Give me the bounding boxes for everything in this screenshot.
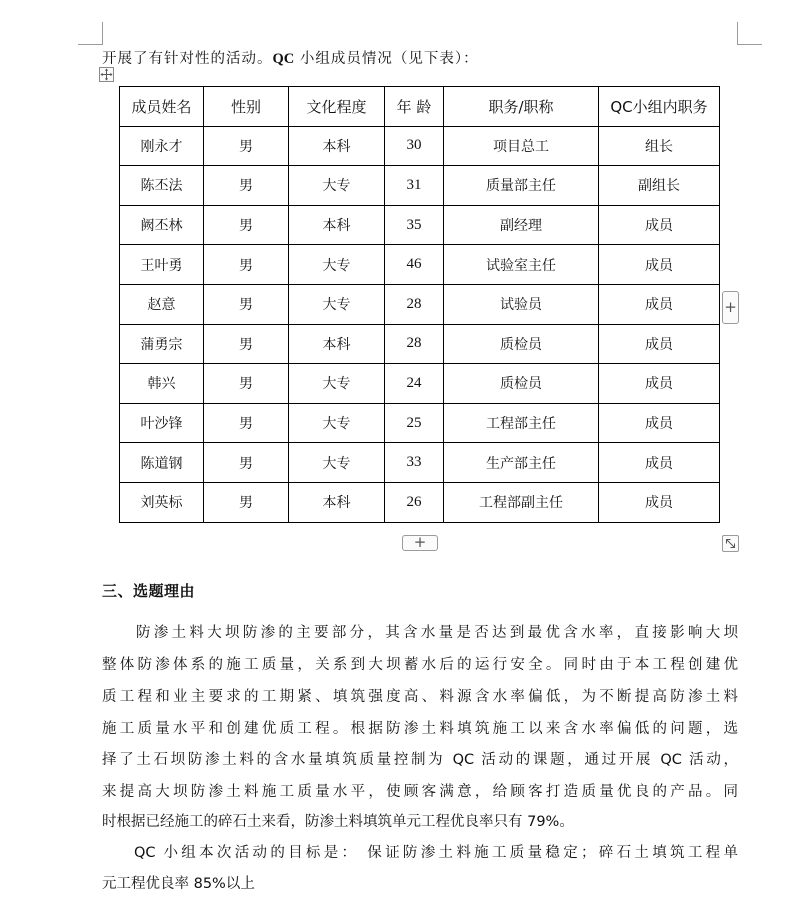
- cell-name: 叶沙锋: [120, 403, 204, 443]
- intro-text-after: 小组成员情况（见下表）：: [299, 51, 479, 67]
- cell-gender: 男: [204, 443, 289, 483]
- cell-age: 46: [385, 245, 444, 285]
- table-row: [120, 166, 720, 206]
- cell-age: 35: [385, 205, 444, 245]
- cell-position: 工程部主任: [444, 403, 599, 443]
- cell-name: 阙丕林: [120, 205, 204, 245]
- cell-position: 副经理: [444, 205, 599, 245]
- cell-gender: 男: [204, 126, 289, 166]
- crop-mark-top-left: [78, 22, 103, 45]
- header-name: 成员姓名: [120, 87, 204, 127]
- cell-position: 质量部主任: [444, 166, 599, 206]
- table-row: [120, 284, 720, 324]
- header-age: 年 龄: [385, 87, 444, 127]
- cell-position: 项目总工: [444, 126, 599, 166]
- cell-age: 28: [385, 324, 444, 364]
- table-resize-handle[interactable]: [722, 535, 739, 552]
- cell-age: 28: [385, 284, 444, 324]
- cell-position: 生产部主任: [444, 443, 599, 483]
- paragraph-line: 防渗土料大坝防渗的主要部分，其含水量是否达到最优含水率，直接影响大坝: [136, 625, 738, 641]
- cell-age: 31: [385, 166, 444, 206]
- move-arrows-icon: [100, 68, 113, 81]
- cell-age: 33: [385, 443, 444, 483]
- intro-line: [102, 48, 479, 70]
- cell-gender: 男: [204, 403, 289, 443]
- table-row: [120, 126, 720, 166]
- cell-qc-role: 成员: [599, 284, 720, 324]
- cell-name: 陈道钢: [120, 443, 204, 483]
- cell-name: 韩兴: [120, 364, 204, 404]
- goal-line-continued: 元工程优良率 85%以上: [102, 876, 255, 892]
- cell-gender: 男: [204, 245, 289, 285]
- cell-education: 大专: [289, 443, 385, 483]
- header-qc-role: QC小组内职务: [599, 87, 720, 127]
- table-body: [120, 126, 720, 522]
- cell-gender: 男: [204, 482, 289, 522]
- header-position: 职务/职称: [444, 87, 599, 127]
- paragraph-line: 整体防渗体系的施工质量，关系到大坝蓄水后的运行安全。同时由于本工程创建优: [102, 657, 738, 673]
- cell-education: 本科: [289, 482, 385, 522]
- add-row-button[interactable]: +: [402, 535, 438, 551]
- qc-member-table: [119, 86, 720, 523]
- cell-position: 质检员: [444, 364, 599, 404]
- goal-line: QC 小组本次活动的目标是： 保证防渗土料施工质量稳定；碎石土填筑工程单: [134, 845, 738, 861]
- paragraph-line: 施工质量水平和创建优质工程。根据防渗土料填筑施工以来含水率偏低的问题，选: [102, 721, 738, 737]
- crop-mark-top-right: [737, 22, 762, 45]
- cell-gender: 男: [204, 364, 289, 404]
- cell-name: 刘英标: [120, 482, 204, 522]
- paragraph-line: 质工程和业主要求的工期紧、填筑强度高、料源含水率偏低，为不断提高防渗土料: [102, 689, 738, 705]
- cell-qc-role: 成员: [599, 443, 720, 483]
- cell-education: 本科: [289, 126, 385, 166]
- cell-education: 本科: [289, 205, 385, 245]
- table-row: [120, 443, 720, 483]
- cell-age: 25: [385, 403, 444, 443]
- section-heading: 三、选题理由: [102, 582, 196, 600]
- cell-education: 大专: [289, 166, 385, 206]
- cell-position: 质检员: [444, 324, 599, 364]
- cell-qc-role: 成员: [599, 482, 720, 522]
- cell-education: 大专: [289, 245, 385, 285]
- cell-education: 大专: [289, 364, 385, 404]
- cell-name: 陈丕法: [120, 166, 204, 206]
- resize-diagonal-icon: [723, 536, 738, 551]
- paragraph-line: 择了土石坝防渗土料的含水量填筑质量控制为 QC 活动的课题，通过开展 QC 活动，: [102, 752, 738, 768]
- cell-qc-role: 成员: [599, 364, 720, 404]
- table-row: [120, 364, 720, 404]
- cell-education: 大专: [289, 284, 385, 324]
- cell-qc-role: 副组长: [599, 166, 720, 206]
- paragraph-line: 来提高大坝防渗土料施工质量水平，使顾客满意，给顾客打造质量优良的产品。同: [102, 784, 738, 800]
- intro-text-before: 开展了有针对性的活动。: [102, 51, 273, 67]
- cell-education: 大专: [289, 403, 385, 443]
- cell-name: 蒲勇宗: [120, 324, 204, 364]
- table-row: [120, 245, 720, 285]
- table-header-row: [120, 87, 720, 127]
- add-column-button[interactable]: +: [722, 291, 739, 324]
- cell-qc-role: 成员: [599, 324, 720, 364]
- cell-age: 26: [385, 482, 444, 522]
- cell-gender: 男: [204, 284, 289, 324]
- cell-position: 工程部副主任: [444, 482, 599, 522]
- intro-qc: QC: [272, 51, 295, 67]
- cell-qc-role: 成员: [599, 205, 720, 245]
- cell-gender: 男: [204, 205, 289, 245]
- header-gender: 性别: [204, 87, 289, 127]
- cell-name: 赵意: [120, 284, 204, 324]
- header-education: 文化程度: [289, 87, 385, 127]
- table-row: [120, 482, 720, 522]
- cell-education: 本科: [289, 324, 385, 364]
- cell-position: 试验室主任: [444, 245, 599, 285]
- cell-gender: 男: [204, 166, 289, 206]
- cell-qc-role: 组长: [599, 126, 720, 166]
- cell-name: 王叶勇: [120, 245, 204, 285]
- paragraph-line: 时根据已经施工的碎石土来看，防渗土料填筑单元工程优良率只有 79%。: [102, 814, 574, 830]
- cell-qc-role: 成员: [599, 245, 720, 285]
- table-row: [120, 403, 720, 443]
- table-row: [120, 205, 720, 245]
- cell-position: 试验员: [444, 284, 599, 324]
- cell-age: 24: [385, 364, 444, 404]
- cell-gender: 男: [204, 324, 289, 364]
- table-move-handle[interactable]: [99, 67, 114, 82]
- table-row: [120, 324, 720, 364]
- cell-qc-role: 成员: [599, 403, 720, 443]
- cell-age: 30: [385, 126, 444, 166]
- cell-name: 刚永才: [120, 126, 204, 166]
